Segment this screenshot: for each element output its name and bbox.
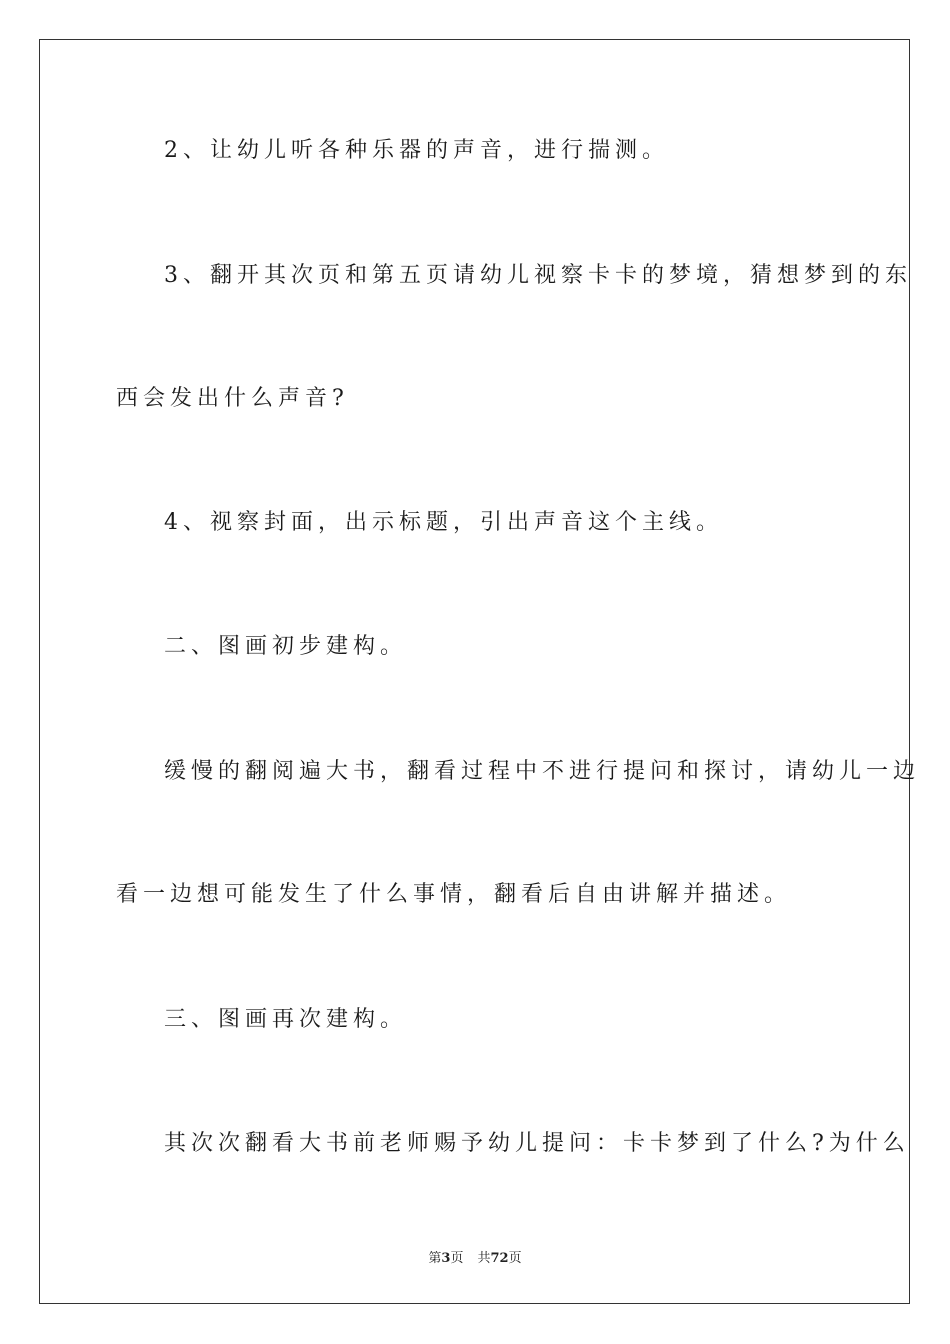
paragraph-line-4: 4、视察封面，出示标题，引出声音这个主线。 — [164, 510, 723, 535]
paragraph-line-3: 西会发出什么声音? — [116, 386, 349, 411]
paragraph-line-6: 缓慢的翻阅遍大书，翻看过程中不进行提问和探讨，请幼儿一边 — [164, 759, 921, 784]
footer-page-current: 3 — [441, 1251, 451, 1266]
paragraph-line-1: 2、让幼儿听各种乐器的声音，进行揣测。 — [164, 138, 669, 163]
footer-total-unit: 页 — [508, 1251, 522, 1266]
page-border — [39, 39, 910, 1304]
section-heading-3: 三、图画再次建构。 — [164, 1007, 408, 1032]
section-heading-2: 二、图画初步建构。 — [164, 634, 408, 659]
footer-total-prefix: 共 — [477, 1251, 491, 1266]
paragraph-line-9: 其次次翻看大书前老师赐予幼儿提问：卡卡梦到了什么?为什么 — [164, 1131, 910, 1156]
footer-page-prefix: 第 — [428, 1251, 442, 1266]
paragraph-line-7: 看一边想可能发生了什么事情，翻看后自由讲解并描述。 — [116, 882, 792, 907]
paragraph-line-2: 3、翻开其次页和第五页请幼儿视察卡卡的梦境，猜想梦到的东 — [164, 263, 912, 288]
footer-page-total: 72 — [490, 1251, 509, 1266]
page-footer — [0, 1247, 950, 1266]
footer-page-unit: 页 — [450, 1251, 464, 1266]
